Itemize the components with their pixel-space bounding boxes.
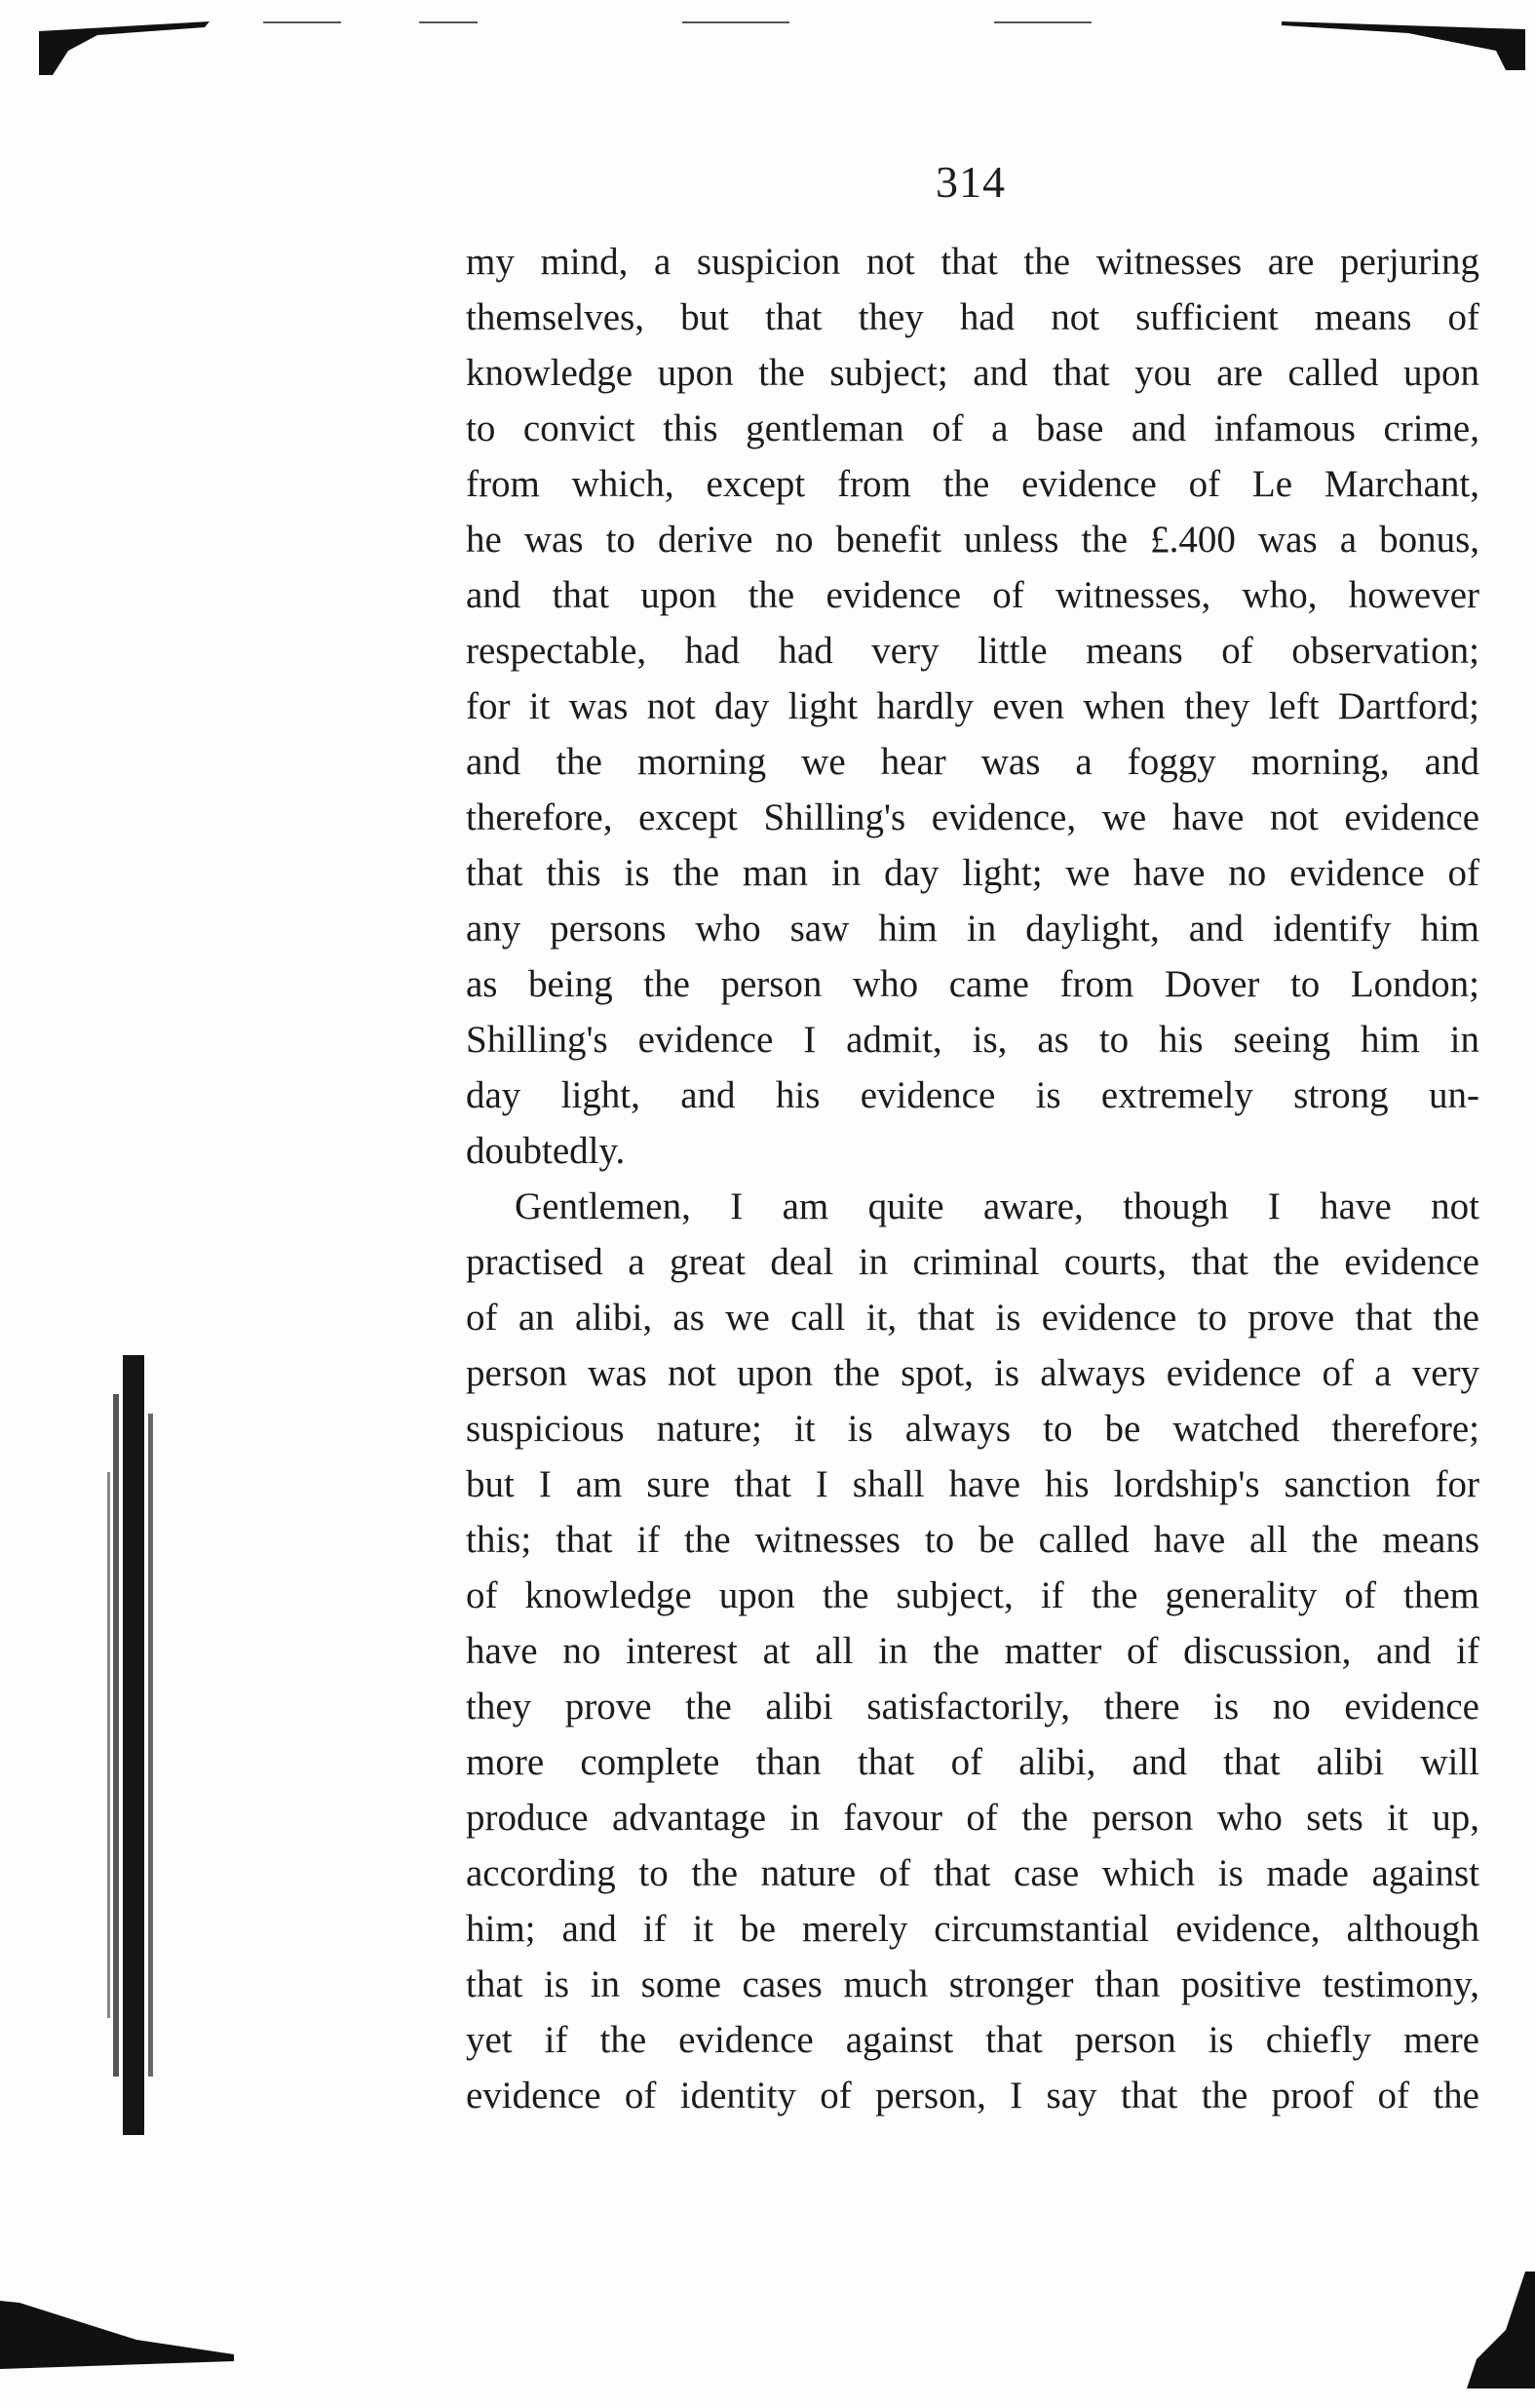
text-line: of an alibi, as we call it, that is evidence to prove that the [466, 1297, 1479, 1339]
text-line: Gentlemen, I am quite aware, though I have not [515, 1185, 1479, 1227]
text-line: Shilling's evidence I admit, is, as to his seeing him in [466, 1019, 1479, 1061]
scan-rule-top-3 [682, 21, 789, 23]
text-line: for it was not day light hardly even when they left Dartford; [466, 685, 1479, 727]
text-line: knowledge upon the subject; and that you are called upon [466, 352, 1479, 394]
text-line: suspicious nature; it is always to be watched therefore; [466, 1408, 1479, 1450]
text-line: therefore, except Shilling's evidence, we have not evidence [466, 796, 1479, 838]
text-line: person was not upon the spot, is always evidence of a very [466, 1352, 1479, 1394]
text-line: according to the nature of that case which is made against [466, 1852, 1479, 1894]
scan-corner-mark-bottom-left [0, 2301, 234, 2369]
paragraph [466, 234, 1479, 1179]
page-number: 314 [936, 157, 1006, 207]
scan-rule-top-4 [994, 21, 1092, 23]
body-text [466, 234, 1479, 2123]
text-line: respectable, had had very little means of observation; [466, 630, 1479, 672]
text-line: any persons who saw him in daylight, and identify him [466, 908, 1479, 950]
text-line: that is in some cases much stronger than positive testimony, [466, 1963, 1479, 2005]
text-line: this; that if the witnesses to be called have all the means [466, 1519, 1479, 1561]
text-line: produce advantage in favour of the person who sets it up, [466, 1797, 1479, 1839]
text-line: day light, and his evidence is extremely strong un- [466, 1074, 1479, 1116]
scan-edge-strip [105, 1355, 164, 2135]
text-line: themselves, but that they had not sufficient means of [466, 296, 1479, 338]
scan-corner-mark-top-right [1282, 21, 1525, 70]
text-line: as being the person who came from Dover to London; [466, 963, 1479, 1005]
text-line: to convict this gentleman of a base and infamous crime, [466, 408, 1479, 449]
text-line: they prove the alibi satisfactorily, there is no evidence [466, 1686, 1479, 1728]
scan-rule-top-2 [419, 21, 478, 23]
text-line: evidence of identity of person, I say that the proof of the [466, 2075, 1479, 2117]
text-line: and that upon the evidence of witnesses, who, however [466, 574, 1479, 616]
text-line: doubtedly. [466, 1130, 626, 1172]
text-line: him; and if it be merely circumstantial evidence, although [466, 1908, 1479, 1950]
text-line: from which, except from the evidence of Le Marchant, [466, 463, 1479, 505]
scan-corner-mark-top-left [39, 21, 214, 75]
text-line: he was to derive no benefit unless the £.400 was a bonus, [466, 519, 1479, 561]
text-line: my mind, a suspicion not that the witnesses are perjuring [466, 241, 1479, 283]
text-line: practised a great deal in criminal courts, that the evidence [466, 1241, 1479, 1283]
paragraph [466, 1179, 1479, 2123]
text-line: and the morning we hear was a foggy morning, and [466, 741, 1479, 783]
text-line: have no interest at all in the matter of discussion, and if [466, 1630, 1479, 1672]
text-line: but I am sure that I shall have his lordship's sanction for [466, 1463, 1479, 1505]
scan-corner-mark-bottom-right [1467, 2272, 1535, 2389]
text-line: more complete than that of alibi, and that alibi will [466, 1741, 1479, 1783]
text-line: of knowledge upon the subject, if the generality of them [466, 1574, 1479, 1616]
text-line: that this is the man in day light; we have no evidence of [466, 852, 1479, 894]
scan-rule-top-1 [263, 21, 341, 23]
text-line: yet if the evidence against that person is chiefly mere [466, 2019, 1479, 2061]
